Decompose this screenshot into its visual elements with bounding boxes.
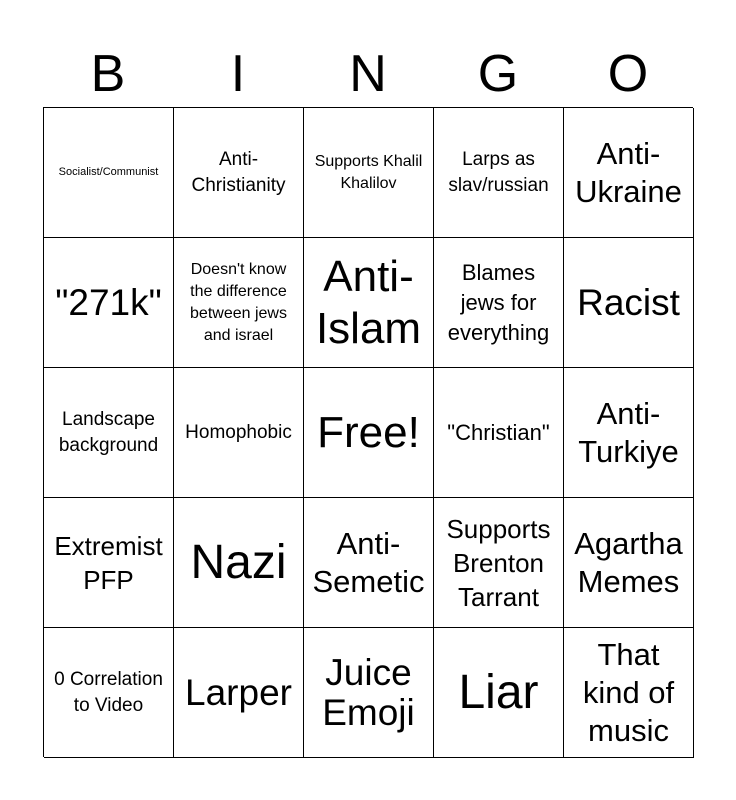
bingo-cell[interactable] xyxy=(304,108,434,238)
header-letter-n: N xyxy=(349,45,387,103)
cell-label: Racist xyxy=(577,281,680,323)
cell-label: That kind of music xyxy=(582,636,675,748)
bingo-cell[interactable] xyxy=(304,498,434,628)
cell-label: Free! xyxy=(317,407,420,457)
bingo-cell[interactable] xyxy=(44,628,174,758)
bingo-cell[interactable] xyxy=(564,498,694,628)
cell-label: Larper xyxy=(185,671,292,713)
cell-label: Doesn't know the difference between jews and israel xyxy=(190,260,287,344)
bingo-cell[interactable] xyxy=(174,368,304,498)
cell-label: Anti-Turkiye xyxy=(578,395,679,469)
cell-label: Supports Brenton Tarrant xyxy=(446,513,551,612)
cell-label: "271k" xyxy=(55,281,162,323)
cell-label: "Christian" xyxy=(447,419,550,445)
bingo-cell[interactable] xyxy=(434,628,564,758)
cell-label: Anti-Semetic xyxy=(312,525,425,599)
bingo-cell[interactable] xyxy=(564,368,694,498)
cell-label: Juice Emoji xyxy=(322,651,415,733)
cell-label: Blames jews for everything xyxy=(447,259,550,345)
bingo-cell[interactable] xyxy=(174,238,304,368)
cell-label: Homophobic xyxy=(185,421,292,443)
bingo-cell[interactable] xyxy=(434,238,564,368)
bingo-cell[interactable] xyxy=(304,628,434,758)
cell-label: Anti-Ukraine xyxy=(575,135,682,209)
cell-label: Agartha Memes xyxy=(574,525,683,599)
header-letter-b: B xyxy=(90,45,126,103)
header-letter-i: I xyxy=(230,45,246,103)
header-letter-o: O xyxy=(607,45,649,103)
bingo-cell[interactable] xyxy=(44,498,174,628)
cell-label: Liar xyxy=(458,665,539,719)
bingo-header xyxy=(43,40,693,108)
bingo-cell[interactable] xyxy=(44,368,174,498)
cell-label: 0 Correlation to Video xyxy=(54,668,163,716)
cell-label: Nazi xyxy=(190,535,287,589)
bingo-cell[interactable] xyxy=(174,628,304,758)
bingo-cell[interactable] xyxy=(174,108,304,238)
cell-label: Landscape background xyxy=(58,408,159,456)
bingo-cell[interactable] xyxy=(564,238,694,368)
cell-label: Anti-Islam xyxy=(315,251,422,353)
bingo-cell[interactable] xyxy=(434,498,564,628)
bingo-cell[interactable] xyxy=(434,108,564,238)
header-letter-g: G xyxy=(477,45,519,103)
bingo-cell[interactable] xyxy=(44,238,174,368)
bingo-cell[interactable] xyxy=(44,108,174,238)
bingo-board xyxy=(43,107,693,757)
cell-label: Larps as slav/russian xyxy=(448,148,549,196)
cell-label: Socialist/Communist xyxy=(58,166,159,178)
bingo-cell[interactable] xyxy=(564,108,694,238)
cell-label: Supports Khalil Khalilov xyxy=(314,152,423,192)
bingo-cell[interactable] xyxy=(304,238,434,368)
cell-label: Extremist PFP xyxy=(54,530,163,595)
bingo-cell[interactable] xyxy=(434,368,564,498)
cell-label: Anti-Christianity xyxy=(191,148,286,196)
bingo-cell[interactable] xyxy=(174,498,304,628)
free-space-cell[interactable] xyxy=(304,368,434,498)
bingo-cell[interactable] xyxy=(564,628,694,758)
